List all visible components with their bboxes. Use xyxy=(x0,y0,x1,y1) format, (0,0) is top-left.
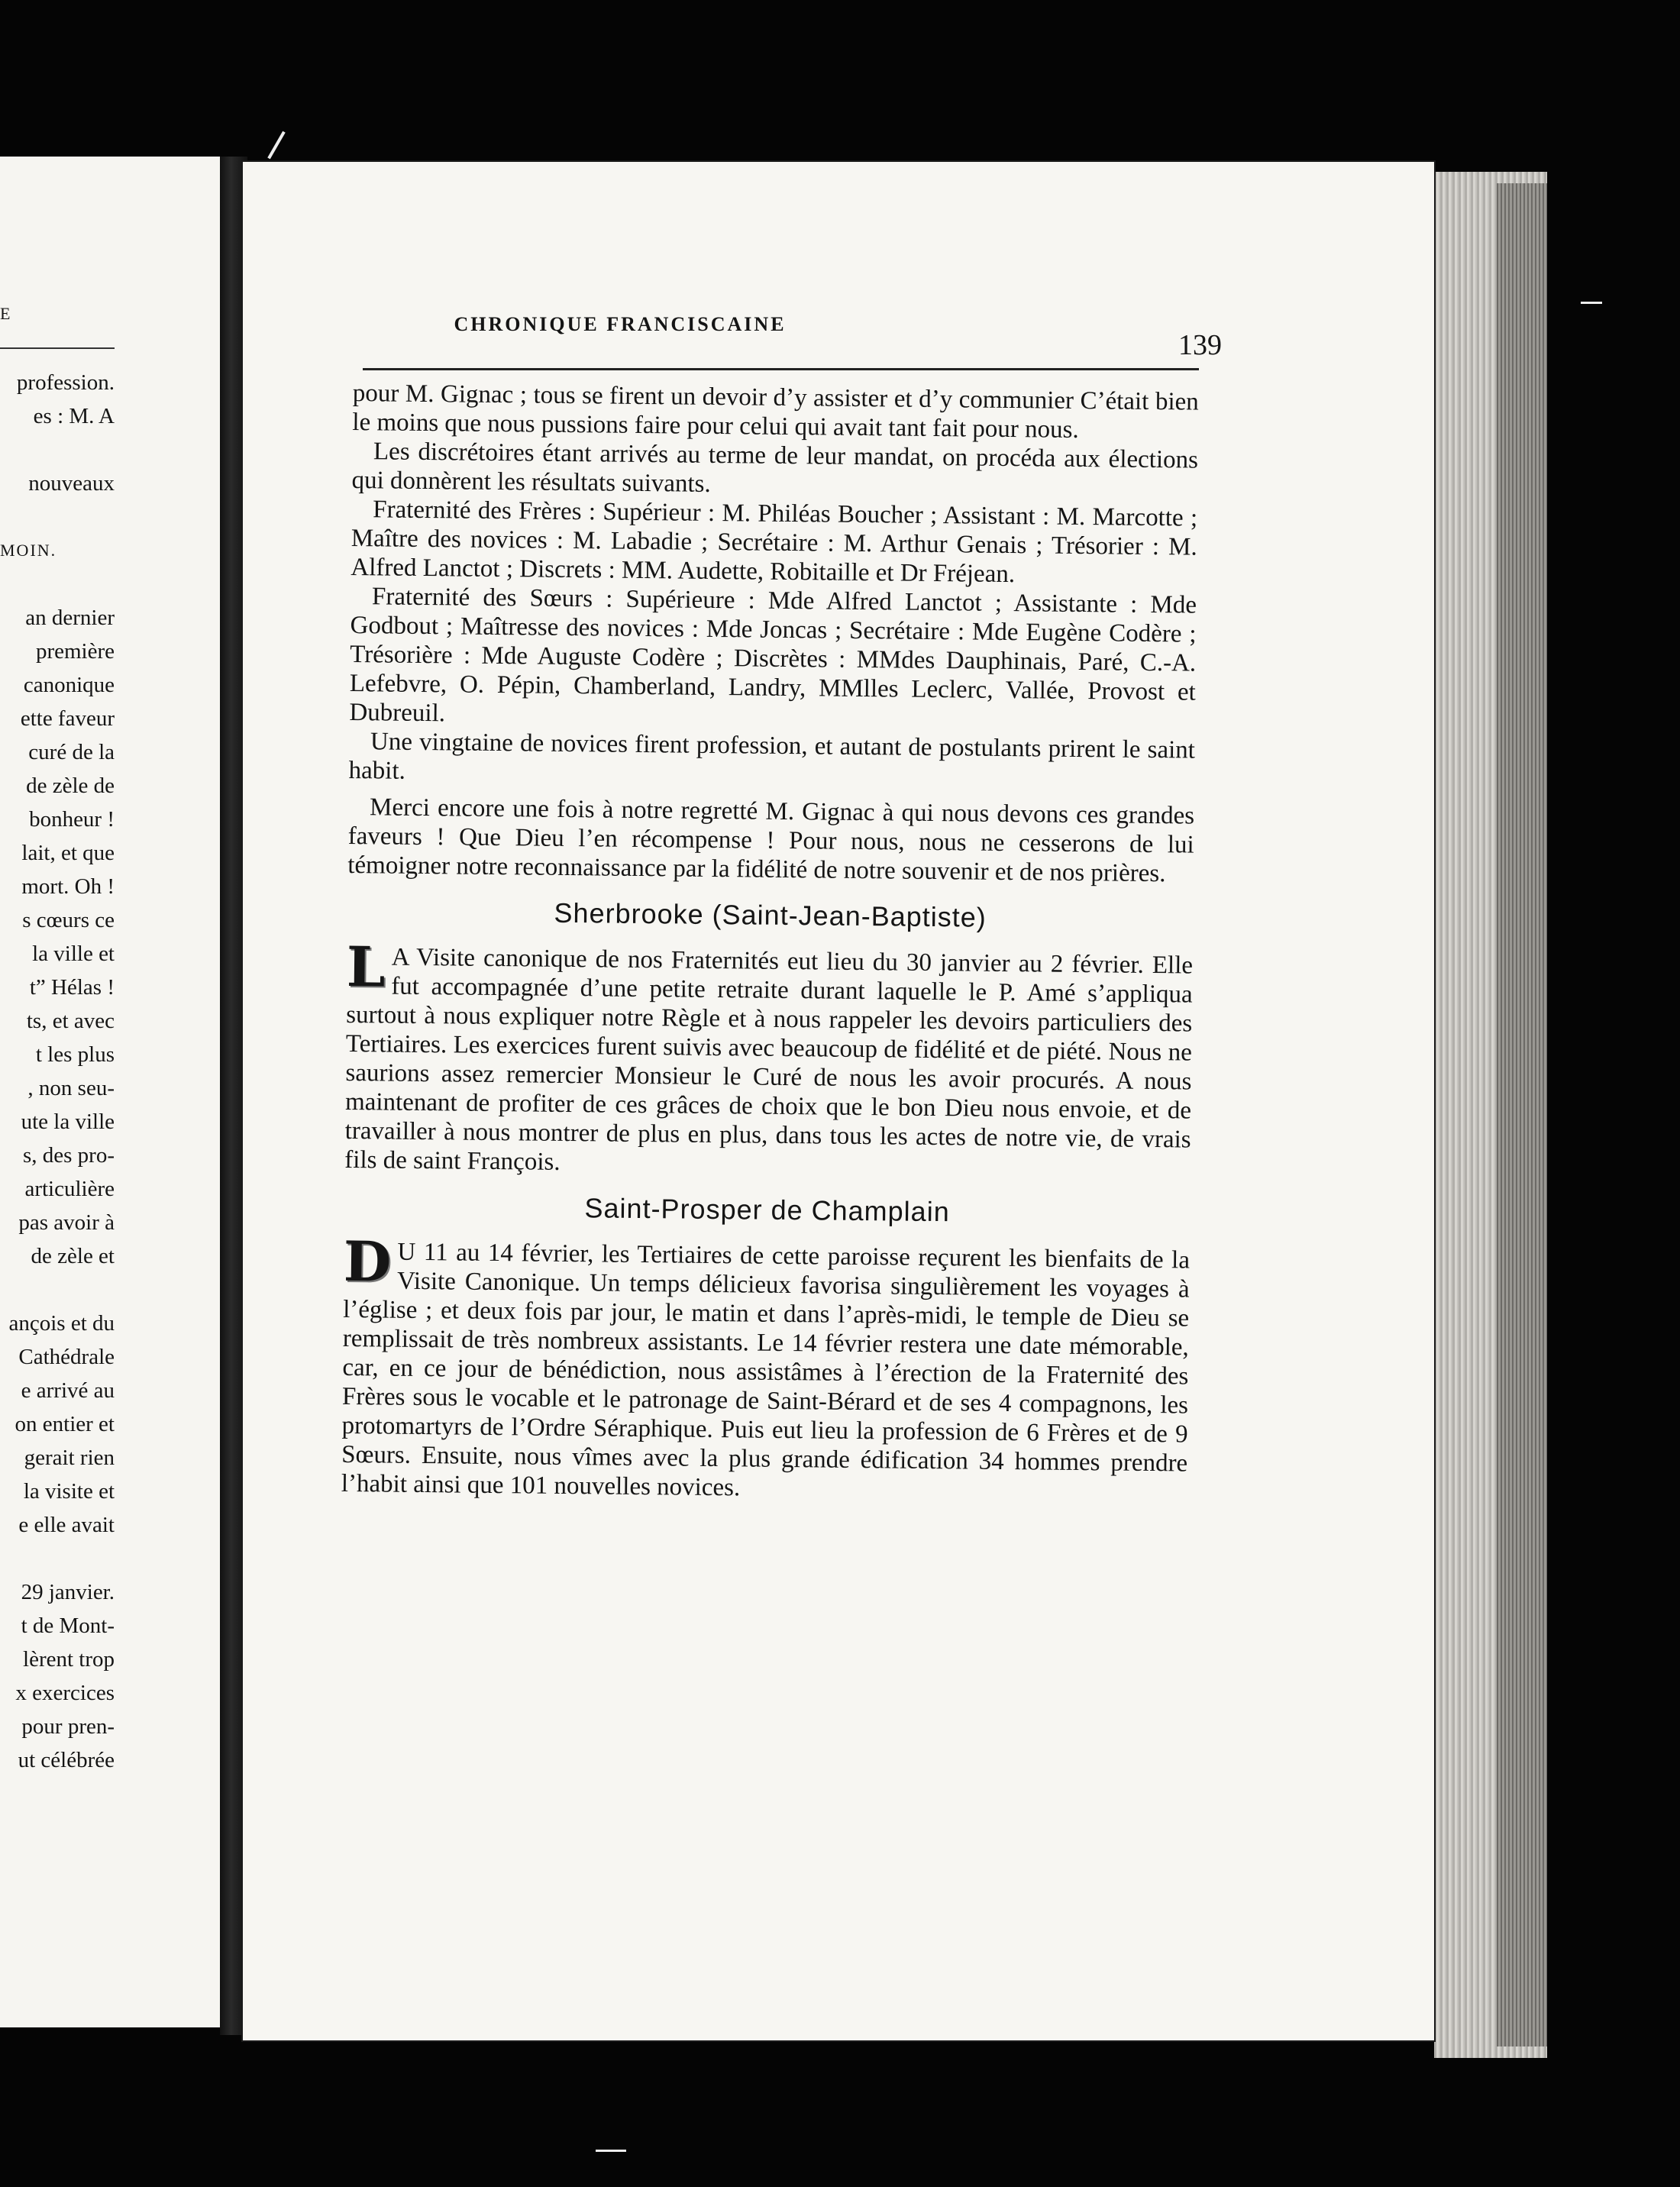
section-title-sherbrooke: Sherbrooke (Saint-Jean-Baptiste) xyxy=(554,896,987,933)
section-body-sherbrooke xyxy=(344,933,1194,1184)
left-page-line: de zèle de xyxy=(26,774,115,798)
left-page-line: , non seu- xyxy=(27,1076,115,1100)
left-page-line: ute la ville xyxy=(21,1110,115,1134)
left-page-line: articulière xyxy=(24,1177,115,1201)
left-page-line: lait, et que xyxy=(21,841,115,865)
paragraph-fraternite-freres: Fraternité des Frères : Supérieur : M. Philéas Boucher ; Assistant : M. Marcotte ; Maître des novices : M. Labadie ; Secrétaire : M. Arthur Genais ; Trésorier : M. Alfred Lanctot ; Discrets : MM. Audette, Robitaille et Dr Fréjean. xyxy=(351,496,1198,589)
left-page-line: e elle avait xyxy=(18,1513,115,1537)
scan-fleck xyxy=(596,2150,626,2152)
dropcap-l: L xyxy=(346,933,386,1000)
left-page-line: mort. Oh ! xyxy=(21,874,115,899)
section-text-saint-prosper: U 11 au 14 février, les Tertiaires de cette paroisse reçurent les bienfaits de la Visite Canonique. Un temps délicieux favorisa singulièrement les voyages à l’église ; et deux fois par jour, le matin et dans l’après-midi, le temple de Dieu se remplissait de très nombreux assistants. Le 14 février restera une date mémorable, car, en ce jour de bénédiction, nous assistâmes à l’érection de la Fraternité des Frères sous le vocable et le patronage de Saint-Bérard et de ses 4 compagnons, les protomartyrs de l’Ordre Séraphique. Puis eut lieu la profession de 6 Frères et de 9 Sœurs. Ensuite, nous vîmes avec la plus grande édification 34 hommes prendre l’habit ainsi que 101 nouvelles novices. xyxy=(341,1238,1191,1502)
paragraph-discretoires: Les discrétoires étant arrivés au terme de leur mandat, on procéda aux élections qui donnèrent les résultats suivants. xyxy=(351,438,1199,498)
left-page-line: ançois et du xyxy=(8,1311,115,1336)
left-page-line: s, des pro- xyxy=(22,1143,115,1168)
paragraph-intro-1: pour M. Gignac ; tous se firent un devoir d’y assister et d’y communier C’était bien le moins que nous pussions faire pour celui qui avait tant fait pour nous. xyxy=(352,379,1199,444)
left-page-line: e arrivé au xyxy=(21,1378,115,1403)
page-body xyxy=(341,379,1199,1507)
left-page-line: t” Hélas ! xyxy=(29,975,115,1000)
left-page-line: Cathédrale xyxy=(18,1345,115,1369)
left-page-line: pas avoir à xyxy=(18,1210,115,1235)
left-page-line: s cœurs ce xyxy=(22,908,115,932)
left-page-line: gerait rien xyxy=(24,1446,115,1470)
left-page-line: bonheur ! xyxy=(29,807,115,832)
running-header: CHRONIQUE FRANCISCAINE xyxy=(454,313,787,335)
left-page-line: lèrent trop xyxy=(23,1647,115,1672)
left-page-line: MOIN. xyxy=(0,541,57,560)
left-page-line: t de Mont- xyxy=(21,1614,115,1638)
left-page-line: la visite et xyxy=(23,1479,115,1504)
paragraph-merci: Merci encore une fois à notre regretté M. Gignac à qui nous devons ces grandes faveurs ! Que Dieu l’en récompense ! Pour nous, nous ne cesserons de lui témoigner notre reconnaissance par la fidélité de notre souvenir et de nos prières. xyxy=(347,793,1195,888)
left-page-line: curé de la xyxy=(28,740,115,764)
page-edges-shadow xyxy=(1497,183,1547,2046)
section-text-sherbrooke: A Visite canonique de nos Fraternités eut lieu du 30 janvier au 2 février. Elle fut accompagnée d’une petite retraite durant laquelle le P. Amé s’appliqua surtout à nous expliquer notre Règle et à nous rappeler les devoirs particuliers des Tertiaires. Les exercices furent suivis avec beaucoup de fidélité et de piété. Nous ne saurions assez remercier Monsieur le Curé de nous les avoir procurés. A nous maintenant de profiter de ces grâces de choix que le bon Dieu nous envoie, et de travailler à nous montrer de plus en plus, dans tous les actes de notre vie, de vrais fils de saint François. xyxy=(344,943,1194,1176)
left-page-line: on entier et xyxy=(15,1412,115,1436)
section-title-saint-prosper: Saint-Prosper de Champlain xyxy=(584,1192,950,1228)
left-page-line: es : M. A xyxy=(33,404,115,428)
left-running-header-fragment: E xyxy=(0,304,12,323)
dropcap-d: D xyxy=(343,1228,392,1294)
paragraph-novices: Une vingtaine de novices firent profession, et autant de postulants prirent le saint habit. xyxy=(348,728,1196,785)
previous-page-fragment xyxy=(0,157,223,2027)
paragraph-fraternite-soeurs: Fraternité des Sœurs : Supérieure : Mde Alfred Lanctot ; Assistante : Mde Godbout ; Maîtresse des novices : Mde Joncas ; Secrétaire : Mde Eugène Codère ; Trésorière : Mde Auguste Codère ; Discrètes : MMdes Dauphinais, Paré, C.-A. Lefebvre, O. Pépin, Chamberland, Landry, MMlles Leclerc, Vallée, Provost et Dubreuil. xyxy=(349,583,1197,728)
scan-fleck xyxy=(1581,302,1602,304)
left-page-line: ut célébrée xyxy=(18,1748,115,1772)
left-page-line: canonique xyxy=(23,673,115,697)
left-page-line: nouveaux xyxy=(28,471,115,496)
section-body-saint-prosper xyxy=(341,1228,1191,1507)
left-page-line: profession. xyxy=(16,370,115,395)
scan-fleck xyxy=(267,131,285,160)
header-rule xyxy=(363,368,1199,370)
left-page-line: pour pren- xyxy=(21,1714,115,1739)
left-page-line: ette faveur xyxy=(20,706,115,731)
left-page-line: ts, et avec xyxy=(26,1009,115,1033)
left-page-line: la ville et xyxy=(32,942,115,966)
left-page-line: x exercices xyxy=(15,1681,115,1705)
left-page-line: 29 janvier. xyxy=(21,1580,115,1604)
left-page-line: première xyxy=(35,639,115,664)
left-header-rule xyxy=(0,347,115,349)
left-page-line: an dernier xyxy=(25,606,115,630)
left-page-line: de zèle et xyxy=(31,1244,115,1268)
page-number: 139 xyxy=(1178,329,1222,361)
left-page-line: t les plus xyxy=(35,1042,115,1067)
